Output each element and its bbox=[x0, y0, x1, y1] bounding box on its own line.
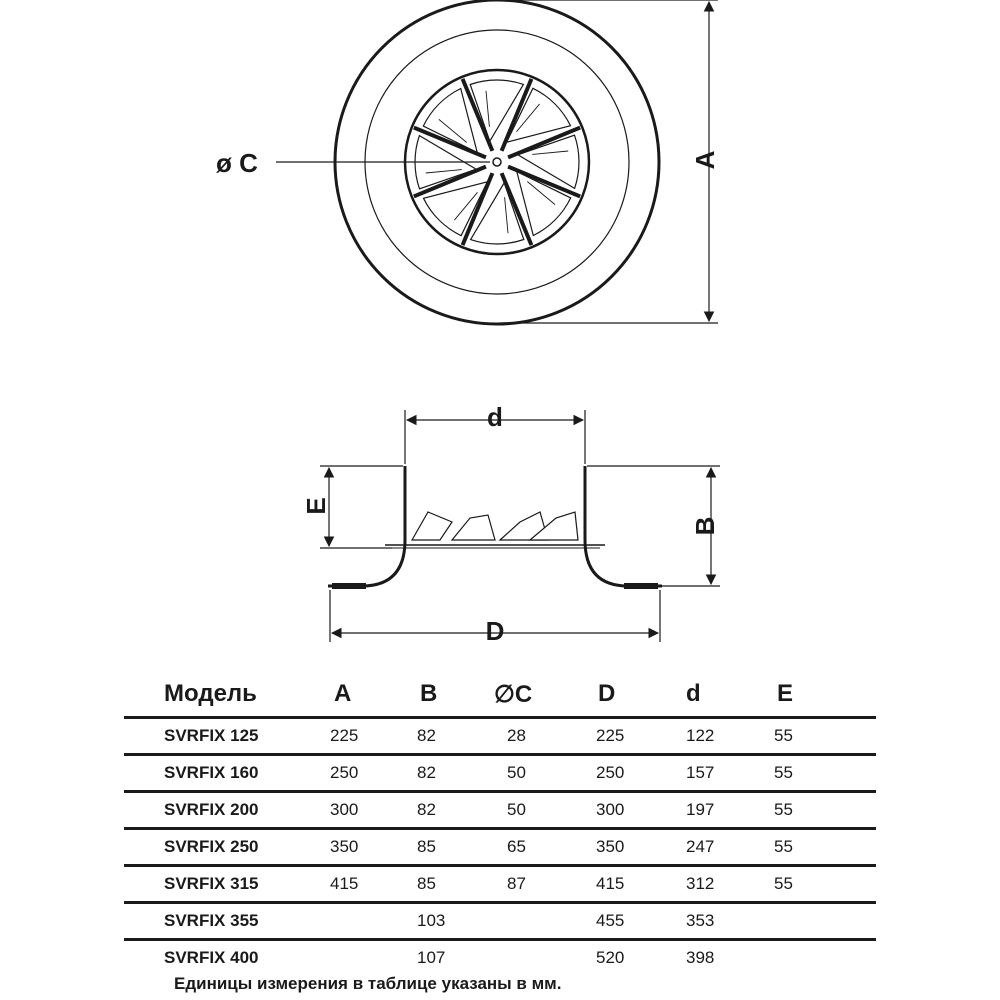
cell-model: SVRFIX 355 bbox=[164, 911, 259, 930]
cell-diameter-c: 50 bbox=[507, 763, 526, 782]
label-b: B bbox=[690, 516, 720, 536]
center-hub bbox=[493, 158, 501, 166]
cell-b: 82 bbox=[417, 763, 436, 782]
cell-d-small: 398 bbox=[686, 948, 715, 967]
cell-model: SVRFIX 250 bbox=[164, 837, 259, 856]
blade bbox=[470, 80, 523, 141]
cell-d-small: 122 bbox=[686, 726, 715, 745]
cell-d-large: 455 bbox=[596, 911, 625, 930]
cell-diameter-c: 50 bbox=[507, 800, 526, 819]
cell-b: 85 bbox=[417, 874, 436, 893]
label-d-large: D bbox=[485, 616, 505, 646]
specs-table bbox=[124, 672, 876, 973]
label-diameter-c: ø C bbox=[216, 148, 258, 178]
units-footnote: Единицы измерения в таблице указаны в мм. bbox=[174, 974, 562, 993]
cell-d-large: 520 bbox=[596, 948, 625, 967]
cell-model: SVRFIX 200 bbox=[164, 800, 259, 819]
cell-d-small: 197 bbox=[686, 800, 715, 819]
side-profile-right bbox=[585, 466, 662, 586]
cell-b: 82 bbox=[417, 800, 436, 819]
label-d-small: d bbox=[487, 402, 503, 432]
cell-a: 250 bbox=[330, 763, 359, 782]
cell-model: SVRFIX 160 bbox=[164, 763, 259, 782]
blade bbox=[471, 183, 524, 244]
table-row bbox=[124, 793, 876, 830]
header-d-large: D bbox=[598, 680, 616, 707]
cell-d-large: 415 bbox=[596, 874, 625, 893]
cell-a: 415 bbox=[330, 874, 359, 893]
table-row bbox=[124, 719, 876, 756]
cell-diameter-c: 28 bbox=[507, 726, 526, 745]
cell-b: 85 bbox=[417, 837, 436, 856]
cell-model: SVRFIX 125 bbox=[164, 726, 259, 745]
blade-fold bbox=[486, 91, 489, 127]
table-header bbox=[124, 672, 876, 719]
header-b: B bbox=[420, 680, 438, 707]
blade-fold bbox=[505, 197, 508, 233]
header-a: A bbox=[334, 680, 352, 707]
header-diameter-c: ∅C bbox=[494, 681, 533, 708]
cell-e: 55 bbox=[774, 800, 793, 819]
dimension-a bbox=[500, 0, 718, 323]
cell-diameter-c: 87 bbox=[507, 874, 526, 893]
cell-e: 55 bbox=[774, 726, 793, 745]
header-e: E bbox=[777, 680, 794, 707]
blade-fold bbox=[532, 151, 568, 154]
cell-e: 55 bbox=[774, 763, 793, 782]
cell-e: 55 bbox=[774, 874, 793, 893]
dimension-e bbox=[320, 466, 403, 548]
blade bbox=[518, 135, 579, 188]
label-e: E bbox=[301, 497, 331, 515]
cell-a: 225 bbox=[330, 726, 359, 745]
header-model: Модель bbox=[164, 680, 257, 707]
cell-e: 55 bbox=[774, 837, 793, 856]
cell-d-small: 312 bbox=[686, 874, 715, 893]
label-a: A bbox=[690, 150, 720, 170]
cell-d-large: 300 bbox=[596, 800, 625, 819]
side-profile-left bbox=[328, 466, 405, 586]
side-blades bbox=[412, 512, 578, 540]
cell-model: SVRFIX 315 bbox=[164, 874, 259, 893]
cell-a: 300 bbox=[330, 800, 359, 819]
cell-d-small: 157 bbox=[686, 763, 715, 782]
cell-d-large: 350 bbox=[596, 837, 625, 856]
side-view bbox=[328, 466, 662, 586]
cell-d-small: 353 bbox=[686, 911, 715, 930]
cell-model: SVRFIX 400 bbox=[164, 948, 259, 967]
table-row bbox=[124, 941, 876, 973]
header-d-small: d bbox=[686, 680, 701, 707]
blade-fold bbox=[426, 170, 462, 173]
cell-b: 82 bbox=[417, 726, 436, 745]
cell-diameter-c: 65 bbox=[507, 837, 526, 856]
cell-d-large: 250 bbox=[596, 763, 625, 782]
table-row bbox=[124, 830, 876, 867]
cell-b: 107 bbox=[417, 948, 446, 967]
table-row bbox=[124, 756, 876, 793]
cell-b: 103 bbox=[417, 911, 446, 930]
table-row bbox=[124, 867, 876, 904]
cell-a: 350 bbox=[330, 837, 359, 856]
cell-d-large: 225 bbox=[596, 726, 625, 745]
table-row bbox=[124, 904, 876, 941]
cell-d-small: 247 bbox=[686, 837, 715, 856]
